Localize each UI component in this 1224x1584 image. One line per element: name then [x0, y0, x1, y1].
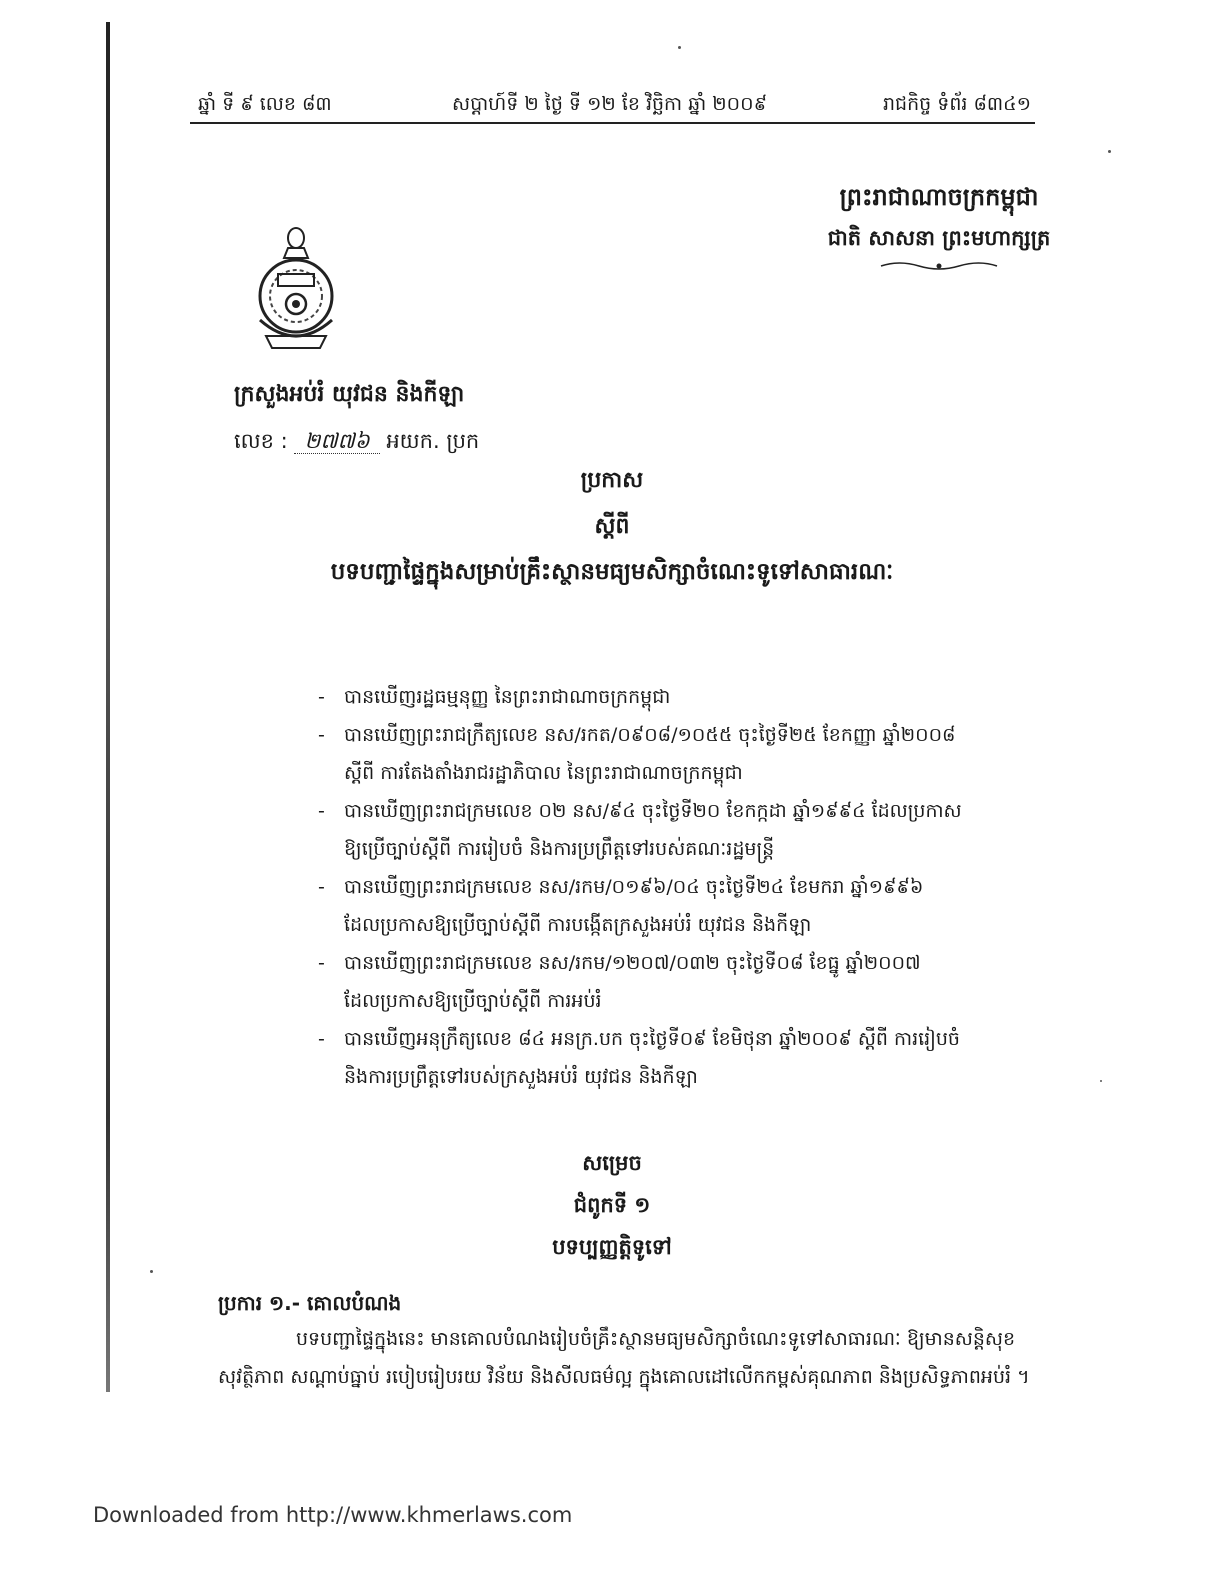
article-body-text: បទបញ្ជាផ្ទៃក្នុងនេះ មានគោលបំណងរៀបចំគ្រឹះស្ថានមធ្យមសិក្សាចំណេះទូទៅសាធារណៈ ឱ្យមានសន្តិសុខ សុវត្ថិភាព សណ្តាប់ធ្នាប់ របៀបរៀបរយ វិន័យ និងសីលធម៌ល្អ ក្នុងគោលដៅលើកកម្ពស់គុណភាព និងប្រសិទ្ធភាពអប់រំ ។	[218, 1328, 1030, 1388]
reference-number-line	[234, 428, 479, 459]
scan-speck	[150, 1270, 153, 1273]
reference-number: ២៧៧៦	[294, 429, 379, 454]
decision-label: សម្រេច	[582, 1151, 642, 1175]
scan-edge-shadow	[106, 22, 110, 1392]
chapter-number: ជំពូកទី ១	[573, 1193, 651, 1217]
kingdom-motto: ជាតិ សាសនា ព្រះមហាក្សត្រ	[827, 226, 1051, 250]
list-item	[318, 792, 1048, 868]
list-item-line: បានឃើញព្រះរាជក្រមលេខ នស/រកម/០១៩៦/០៤ ចុះថ្ងៃទី២៤ ខែមករា ឆ្នាំ១៩៩៦	[344, 876, 924, 898]
ministry-emblem-icon	[246, 224, 346, 364]
chapter-title: បទប្បញ្ញត្តិទូទៅ	[552, 1235, 672, 1259]
document-type: ប្រកាស	[580, 468, 644, 493]
list-item	[318, 868, 1048, 944]
gazette-header	[190, 88, 1035, 124]
scan-speck	[1108, 150, 1111, 153]
list-item-line: បានឃើញព្រះរាជក្រមលេខ ០២ នស/៩៤ ចុះថ្ងៃទី២០ ខែកក្កដា ឆ្នាំ១៩៩៤ ដែលប្រកាស	[344, 800, 962, 822]
list-item	[318, 1020, 1048, 1096]
list-item	[318, 716, 1048, 792]
list-item	[318, 944, 1048, 1020]
list-item-line: បានឃើញព្រះរាជក្រឹត្យលេខ នស/រកត/០៩០៨/១០៥៥ ចុះថ្ងៃទី២៥ ខែកញ្ញា ឆ្នាំ២០០៨	[344, 724, 956, 746]
document-title: បទបញ្ជាផ្ទៃក្នុងសម្រាប់គ្រឹះស្ថានមធ្យមសិក្សាចំណេះទូទៅសាធារណៈ	[330, 559, 894, 585]
download-source-footer: Downloaded from http://www.khmerlaws.com	[93, 1503, 573, 1527]
scan-speck	[678, 46, 681, 49]
list-item-line-2: ស្តីពី ការតែងតាំងរាជរដ្ឋាភិបាល នៃព្រះរាជាណាចក្រកម្ពុជា	[344, 762, 743, 784]
article-heading: ប្រការ ១.- គោលបំណង	[218, 1291, 402, 1315]
list-item-line: បានឃើញអនុក្រឹត្យលេខ ៨៤ អនក្រ.បក ចុះថ្ងៃទី០៩ ខែមិថុនា ឆ្នាំ២០០៩ ស្តីពី ការរៀបចំ	[344, 1028, 960, 1050]
scan-speck	[1100, 1080, 1102, 1082]
kingdom-title: ព្រះរាជាណាចក្រកម្ពុជា	[839, 183, 1039, 211]
list-item	[318, 678, 1048, 716]
list-item-line-2: ដែលប្រកាសឱ្យប្រើច្បាប់ស្តីពី ការអប់រំ	[344, 990, 602, 1012]
ornament-divider-icon	[879, 258, 999, 274]
gazette-page: រាជកិច្ច ទំព័រ ៨៣៤១	[883, 93, 1031, 115]
ministry-name: ក្រសួងអប់រំ យុវជន និងកីឡា	[234, 382, 465, 407]
list-item-line-2: ឱ្យប្រើច្បាប់ស្តីពី ការរៀបចំ និងការប្រព្រឹត្តទៅរបស់គណៈរដ្ឋមន្ត្រី	[344, 838, 775, 860]
list-item-line: បានឃើញរដ្ឋធម្មនុញ្ញ នៃព្រះរាជាណាចក្រកម្ពុជា	[344, 686, 671, 708]
list-item-line-2: ដែលប្រកាសឱ្យប្រើច្បាប់ស្តីពី ការបង្កើតក្រសួងអប់រំ យុវជន និងកីឡា	[344, 914, 812, 936]
document-subject-label: ស្តីពី	[594, 514, 630, 539]
gazette-date: សប្តាហ៍ទី ២ ថ្ងៃ ទី ១២ ខែ វិច្ឆិកា ឆ្នាំ ២០០៩	[452, 93, 768, 115]
reference-suffix: អយក. ប្រក	[386, 429, 480, 453]
gazette-issue: ឆ្នាំ ទី ៩ លេខ ៨៣	[198, 93, 332, 115]
article-body	[218, 1320, 1033, 1396]
considerations-list	[318, 678, 1048, 1096]
kingdom-heading	[809, 182, 1069, 274]
list-item-line: បានឃើញព្រះរាជក្រមលេខ នស/រកម/១២០៧/០៣២ ចុះថ្ងៃទី០៨ ខែធ្នូ ឆ្នាំ២០០៧	[344, 952, 921, 974]
list-item-line-2: និងការប្រព្រឹត្តទៅរបស់ក្រសួងអប់រំ យុវជន និងកីឡា	[344, 1066, 698, 1088]
reference-label: លេខ :	[234, 429, 288, 453]
